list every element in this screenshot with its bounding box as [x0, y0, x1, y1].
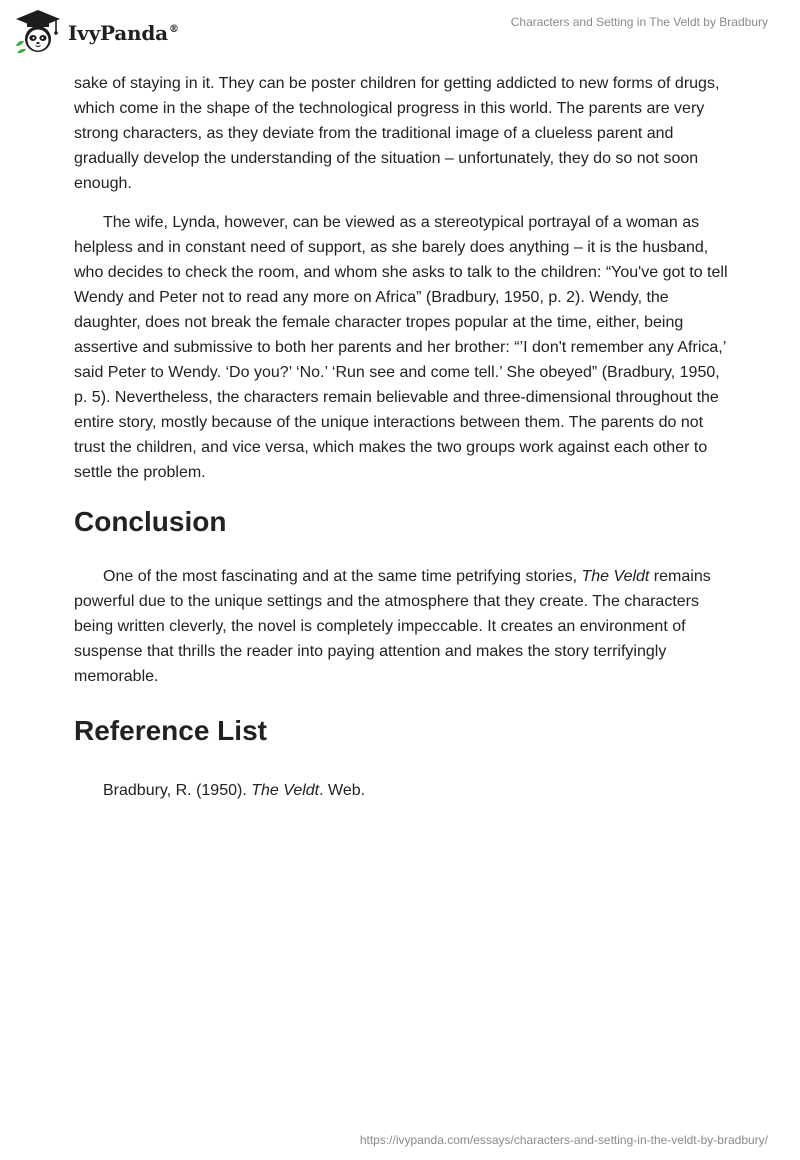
page-header — [0, 0, 800, 70]
reference-entry: Bradbury, R. (1950). The Veldt. Web. — [103, 782, 366, 799]
ivypanda-logo[interactable] — [14, 8, 179, 56]
reference-title: The Veldt — [251, 782, 320, 799]
reference-list-heading: Reference List — [74, 715, 267, 746]
body-paragraph: sake of staying in it. They can be poster children for getting addicted to new forms of drugs, which come in the shape of the technological progress in this world. The parents are very strong characters, as they deviate from the traditional image of a clueless parent and gradually develop the understanding of the situation – unfortunately, they do so not soon enough. — [74, 75, 720, 192]
body-paragraph: The wife, Lynda, however, can be viewed as a stereotypical portrayal of a woman as helpless and in constant need of support, as she barely does anything – it is the husband, who decides to check the room, and whom she asks to talk to the children: “You've got to tell Wendy and Peter not to read any more on Africa” (Bradbury, 1950, p. 2). Wendy, the daughter, does not break the female character tropes popular at the time, either, being assertive and submissive to both her parents and her brother: “’I don't remember any Africa,’ said Peter to Wendy. ‘Do you?’ ‘No.’ ‘Run see and come tell.’ She obeyed” (Bradbury, 1950, p. 5). Nevertheless, the characters remain believable and three-dimensional throughout the entire story, mostly because of the unique interactions between them. The parents do not trust the children, and vice versa, which makes the two groups work against each other to settle the problem. — [74, 214, 728, 481]
conclusion-heading: Conclusion — [74, 506, 227, 537]
document-title: Characters and Setting in The Veldt by Bradbury — [510, 15, 768, 29]
essay-content — [74, 71, 734, 803]
conclusion-paragraph: One of the most fascinating and at the same time petrifying stories, The Veldt remains powerful due to the unique settings and the atmosphere that they create. The characters being written cleverly, the novel is completely impeccable. It creates an environment of suspense that thrills the reader into paying attention and makes the story terrifyingly memorable. — [74, 568, 711, 685]
panda-graduate-icon — [14, 8, 62, 56]
source-url[interactable]: https://ivypanda.com/essays/characters-and-setting-in-the-veldt-by-bradbury/ — [359, 1133, 768, 1147]
logo-wordmark: IvyPanda® — [68, 21, 179, 45]
work-title: The Veldt — [581, 568, 650, 585]
